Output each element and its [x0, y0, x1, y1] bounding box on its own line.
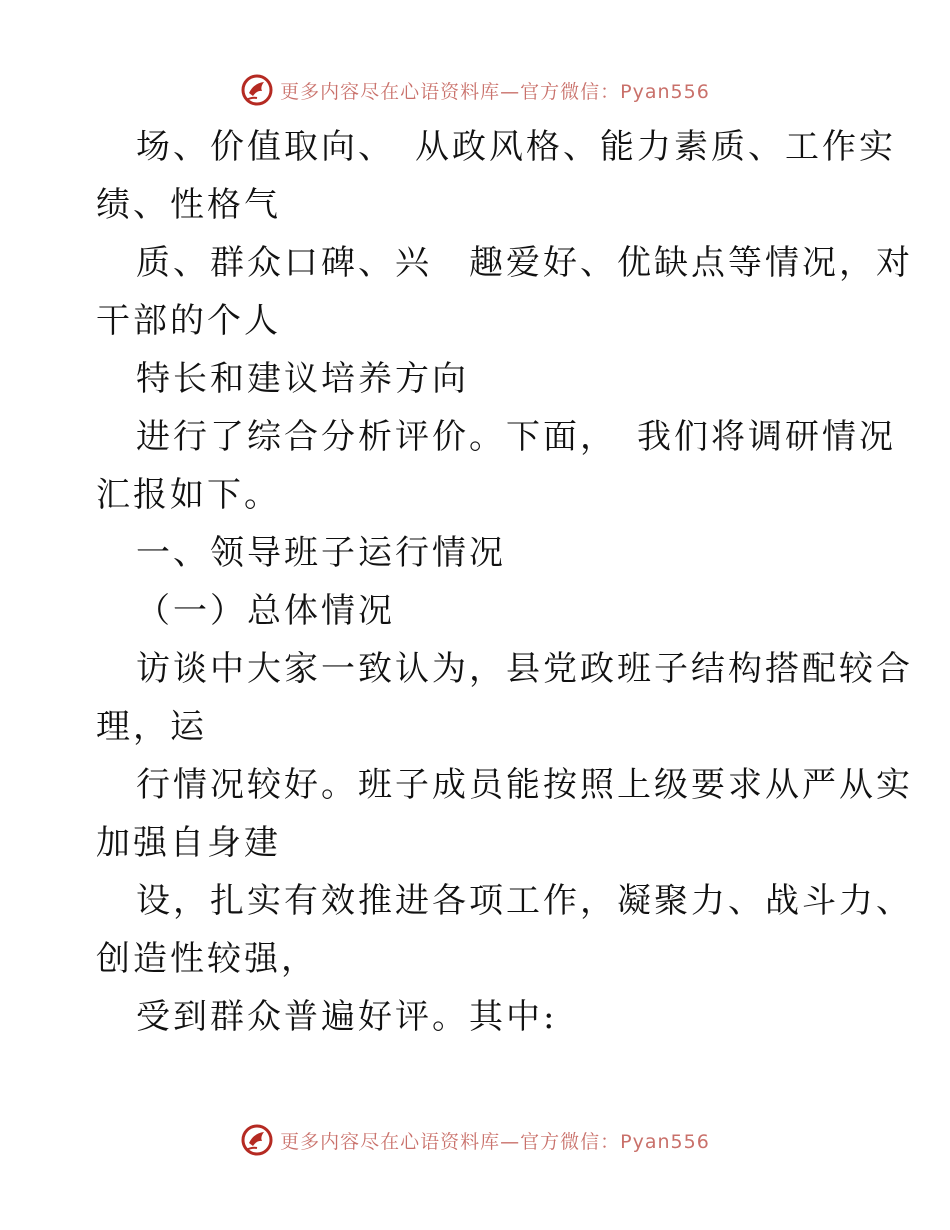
body-line: 理，运 [96, 707, 207, 747]
body-line: 干部的个人 [96, 301, 281, 341]
red-bird-logo-icon [240, 1123, 274, 1157]
document-body [96, 118, 913, 1046]
subsection-heading: （一）总体情况 [136, 591, 395, 631]
body-line: 受到群众普遍好评。其中: [136, 997, 558, 1037]
body-line: 场、价值取向、 从政风格、能力素质、工作实 [136, 127, 896, 167]
body-line: 进行了综合分析评价。下面， 我们将调研情况 [136, 417, 896, 457]
body-line: 行情况较好。班子成员能按照上级要求从严从实 [136, 765, 913, 805]
body-line: 创造性较强， [96, 939, 318, 979]
red-bird-logo-icon [240, 73, 274, 107]
body-line: 质、群众口碑、兴 趣爱好、优缺点等情况，对 [136, 243, 913, 283]
section-heading: 一、领导班子运行情况 [136, 533, 506, 573]
body-line: 加强自身建 [96, 823, 281, 863]
watermark-footer [0, 1120, 950, 1160]
watermark-text: 更多内容尽在心语资料库—官方微信：Pyan556 [280, 80, 710, 103]
body-line: 特长和建议培养方向 [136, 359, 469, 399]
body-line: 汇报如下。 [96, 475, 281, 515]
body-line: 绩、性格气 [96, 185, 281, 225]
watermark-header [0, 70, 950, 110]
body-line: 设，扎实有效推进各项工作，凝聚力、战斗力、 [136, 881, 913, 921]
body-line: 访谈中大家一致认为，县党政班子结构搭配较合 [136, 649, 913, 689]
watermark-text: 更多内容尽在心语资料库—官方微信：Pyan556 [280, 1130, 710, 1153]
